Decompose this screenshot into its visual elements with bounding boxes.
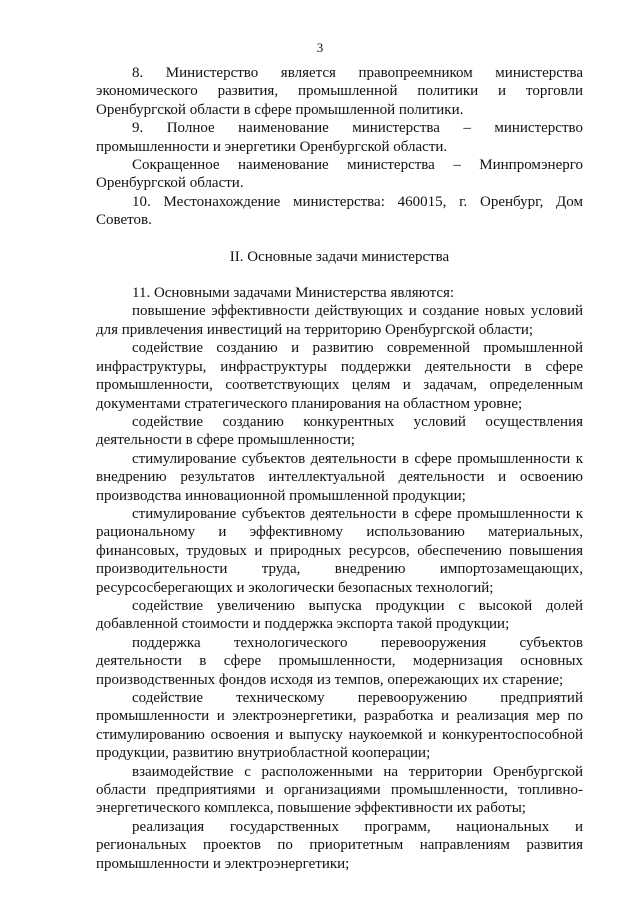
paragraph-location: 10. Местонахождение министерства: 460015, г. Оренбург, Дом Советов.	[96, 193, 583, 229]
paragraph-task-reequipment: содействие техническому перевооружению предприятий промышленности и электроэнергетики, разработка и реализация мер по стимулированию освоения и выпуску наукоемкой и конкурентоспособной продукции, развитию внутриобластной кооперации;	[96, 690, 583, 762]
paragraph-task-resources: стимулирование субъектов деятельности в сфере промышленности к рациональному и эффективному использованию материальных, финансовых, трудовых и природных ресурсов, обеспечению повышения производительности труда, внедрению импортозамещающих, ресурсосберегающих и экологически безопасных технологий;	[96, 505, 583, 596]
paragraph-successor: 8. Министерство является правопреемником министерства экономического развития, промышленной политики и торговли Оренбургской области в сфере промышленной политики.	[96, 65, 583, 118]
paragraph-short-name: Сокращенное наименование министерства – Минпромэнерго Оренбургской области.	[96, 157, 583, 192]
paragraph-tasks-intro: 11. Основными задачами Министерства являются:	[132, 285, 455, 302]
page-number: 3	[316, 40, 324, 55]
paragraph-task-export: содействие увеличению выпуска продукции с высокой долей добавленной стоимости и поддержка экспорта такой продукции;	[96, 597, 583, 633]
paragraph-task-innovation: стимулирование субъектов деятельности в сфере промышленности к внедрению результатов интеллектуальной деятельности и освоению производства инновационной промышленной продукции;	[96, 450, 583, 504]
paragraph-task-modernization: поддержка технологического перевооружения субъектов деятельности в сфере промышленности, модернизация основных производственных фондов исходя из темпов, опережающих их старение;	[96, 634, 583, 688]
paragraph-task-infrastructure: содействие созданию и развитию современной промышленной инфраструктуры, инфраструктуры поддержки деятельности в сфере промышленности, соответствующих целям и задачам, определенным документами стратегического планирования на областном уровне;	[96, 340, 583, 412]
paragraph-full-name: 9. Полное наименование министерства – министерство промышленности и энергетики Оренбургской области.	[96, 120, 583, 155]
paragraph-task-competition: содействие созданию конкурентных условий осуществления деятельности в сфере промышленности;	[96, 413, 583, 449]
paragraph-task-investments: повышение эффективности действующих и создание новых условий для привлечения инвестиций на территорию Оренбургской области;	[96, 303, 583, 338]
document-body	[96, 64, 583, 873]
paragraph-task-cooperation: взаимодействие с расположенными на территории Оренбургской области предприятиями и организациями промышленности, топливно-энергетического комплекса, повышение эффективности их работы;	[96, 763, 583, 817]
section-heading: II. Основные задачи министерства	[229, 248, 450, 265]
paragraph-task-programs: реализация государственных программ, национальных и региональных проектов по приоритетным направлениям развития промышленности и электроэнергетики;	[96, 818, 583, 872]
